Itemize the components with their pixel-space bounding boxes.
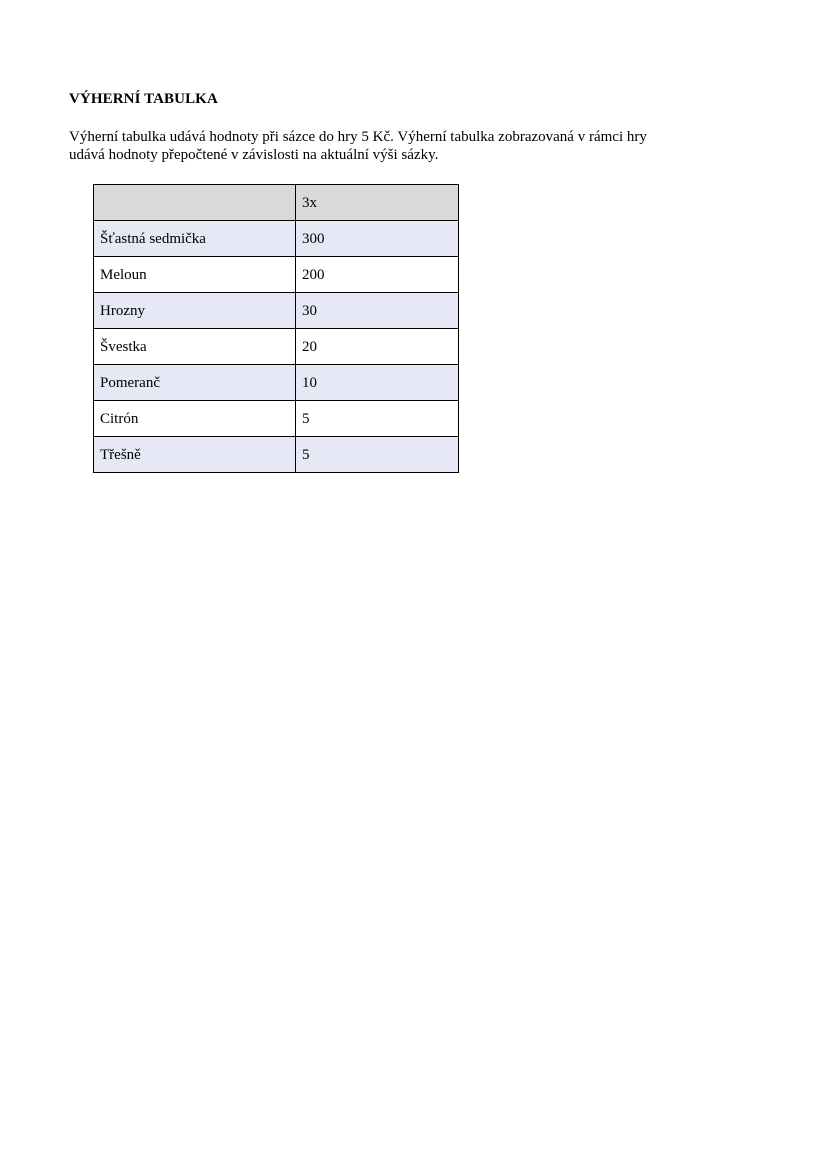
table-row <box>94 437 459 473</box>
header-cell-multiplier: 3x <box>296 185 459 221</box>
symbol-cell: Šťastná sedmička <box>94 221 296 257</box>
symbol-cell: Švestka <box>94 329 296 365</box>
intro-line: Výherní tabulka udává hodnoty při sázce do hry 5 Kč. Výherní tabulka zobrazovaná v rámci hry <box>69 129 647 145</box>
paytable <box>93 184 459 473</box>
symbol-cell: Citrón <box>94 401 296 437</box>
table-row <box>94 221 459 257</box>
value-cell: 30 <box>296 293 459 329</box>
header-cell-symbol <box>94 185 296 221</box>
value-cell: 10 <box>296 365 459 401</box>
intro-line: udává hodnoty přepočtené v závislosti na aktuální výši sázky. <box>69 147 439 163</box>
table-header-row <box>94 185 459 221</box>
value-cell: 200 <box>296 257 459 293</box>
table-row <box>94 365 459 401</box>
table-row <box>94 257 459 293</box>
value-cell: 5 <box>296 437 459 473</box>
symbol-cell: Třešně <box>94 437 296 473</box>
symbol-cell: Pomeranč <box>94 365 296 401</box>
page-title: VÝHERNÍ TABULKA <box>69 91 218 107</box>
value-cell: 300 <box>296 221 459 257</box>
symbol-cell: Meloun <box>94 257 296 293</box>
value-cell: 20 <box>296 329 459 365</box>
symbol-cell: Hrozny <box>94 293 296 329</box>
table-row <box>94 401 459 437</box>
value-cell: 5 <box>296 401 459 437</box>
table-row <box>94 293 459 329</box>
table-row <box>94 329 459 365</box>
intro-paragraph <box>69 128 769 164</box>
